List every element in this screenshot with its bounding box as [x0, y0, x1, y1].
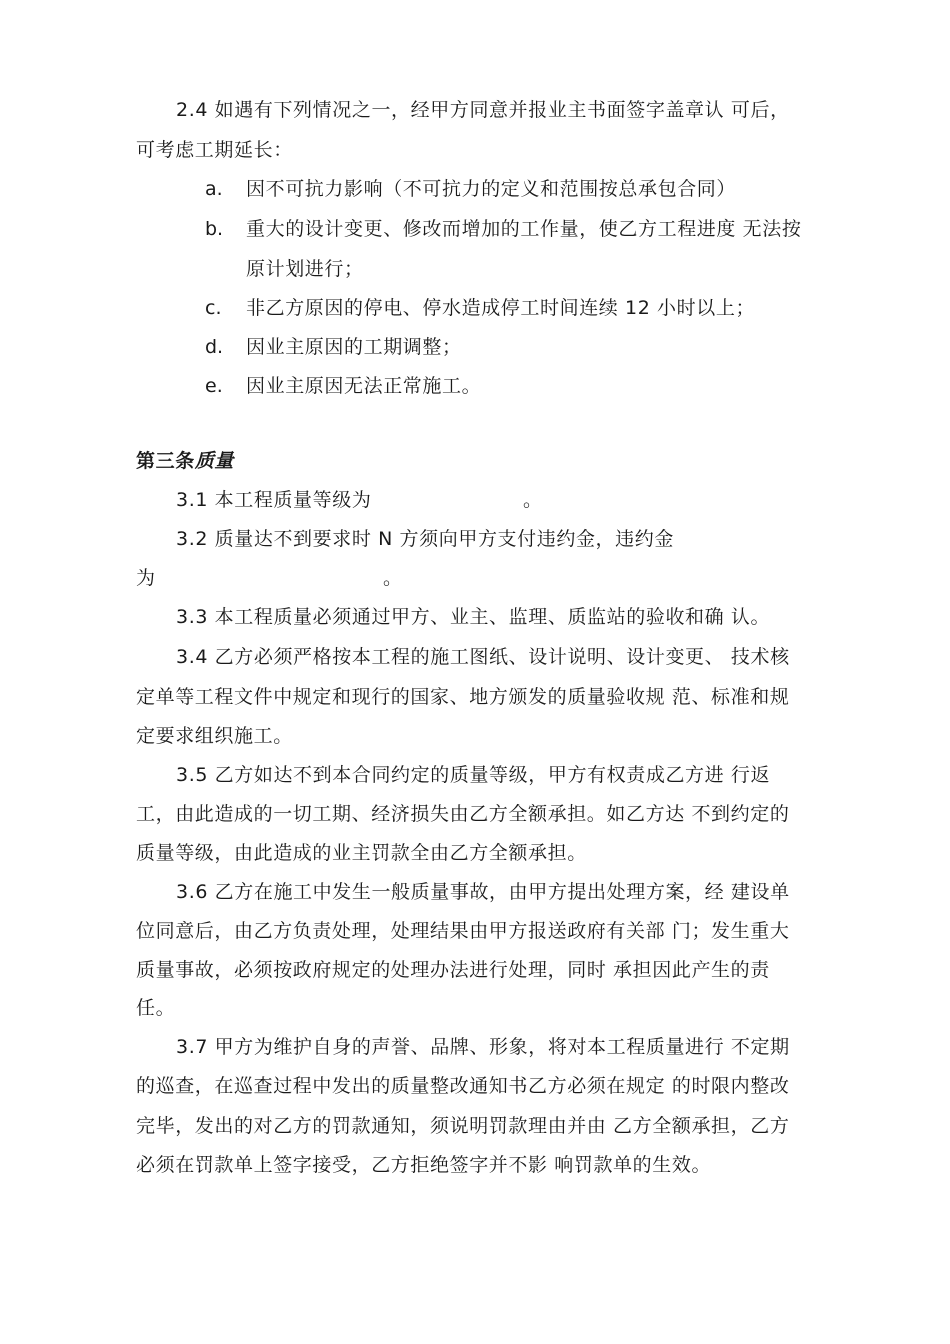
clause-3-1-end: 。	[523, 489, 543, 511]
clause-3-6-line-4: 任。	[136, 997, 176, 1019]
clause-3-1: 3.1 本工程质量等级为	[176, 489, 372, 511]
clause-3-2-end: 。	[383, 567, 403, 589]
clause-3-7-line-2: 的巡查，在巡查过程中发出的质量整改通知书乙方必须在规定 的时限内整改	[136, 1075, 790, 1097]
list-item-a: 因不可抗力影响（不可抗力的定义和范围按总承包合同）	[246, 178, 737, 200]
clause-3-7-line-3: 完毕，发出的对乙方的罚款通知，须说明罚款理由并由 乙方全额承担，乙方	[136, 1115, 790, 1137]
clause-3-3: 3.3 本工程质量必须通过甲方、业主、监理、质监站的验收和确 认。	[176, 606, 771, 628]
clause-3-2-line-2: 为	[136, 567, 156, 589]
clause-3-5-line-2: 工，由此造成的一切工期、经济损失由乙方全额承担。如乙方达 不到约定的	[136, 803, 790, 825]
clause-3-7-line-4: 必须在罚款单上签字接受，乙方拒绝签字并不影 响罚款单的生效。	[136, 1154, 712, 1176]
clause-3-4-line-1: 3.4 乙方必须严格按本工程的施工图纸、设计说明、设计变更、 技术核	[176, 646, 790, 668]
article-3-heading-prefix: 第三条	[136, 450, 195, 472]
clause-2-4-line-2: 可考虑工期延长：	[136, 139, 293, 161]
list-marker-d: d.	[205, 336, 224, 358]
clause-3-6-line-3: 质量事故，必须按政府规定的处理办法进行处理，同时 承担因此产生的责	[136, 959, 770, 981]
list-item-b-line-2: 原计划进行；	[246, 258, 364, 280]
article-3-heading-title: 质量	[194, 450, 235, 472]
list-item-b-line-1: 重大的设计变更、修改而增加的工作量，使乙方工程进度 无法按	[246, 218, 802, 240]
list-marker-c: c.	[205, 297, 222, 319]
clause-3-7-line-1: 3.7 甲方为维护自身的声誉、品牌、形象，将对本工程质量进行 不定期	[176, 1036, 790, 1058]
clause-3-5-line-3: 质量等级，由此造成的业主罚款全由乙方全额承担。	[136, 842, 587, 864]
clause-3-5-line-1: 3.5 乙方如达不到本合同约定的质量等级，甲方有权责成乙方进 行返	[176, 764, 771, 786]
list-marker-b: b.	[205, 218, 224, 240]
article-3-heading	[136, 449, 234, 473]
clause-3-4-line-2: 定单等工程文件中规定和现行的国家、地方颁发的质量验收规 范、标准和规	[136, 686, 790, 708]
clause-3-6-line-2: 位同意后，由乙方负责处理，处理结果由甲方报送政府有关部 门；发生重大	[136, 920, 790, 942]
clause-3-4-line-3: 定要求组织施工。	[136, 725, 293, 747]
list-item-e: 因业主原因无法正常施工。	[246, 375, 482, 397]
clause-3-2-line-1: 3.2 质量达不到要求时 N 方须向甲方支付违约金，违约金	[176, 528, 674, 550]
clause-3-6-line-1: 3.6 乙方在施工中发生一般质量事故，由甲方提出处理方案，经 建设单	[176, 881, 790, 903]
list-item-d: 因业主原因的工期调整；	[246, 336, 462, 358]
list-marker-a: a.	[205, 178, 223, 200]
list-item-c: 非乙方原因的停电、停水造成停工时间连续 12 小时以上；	[246, 297, 756, 319]
clause-2-4-line-1: 2.4 如遇有下列情况之一，经甲方同意并报业主书面签字盖章认 可后，	[176, 99, 790, 121]
list-marker-e: e.	[205, 375, 223, 397]
